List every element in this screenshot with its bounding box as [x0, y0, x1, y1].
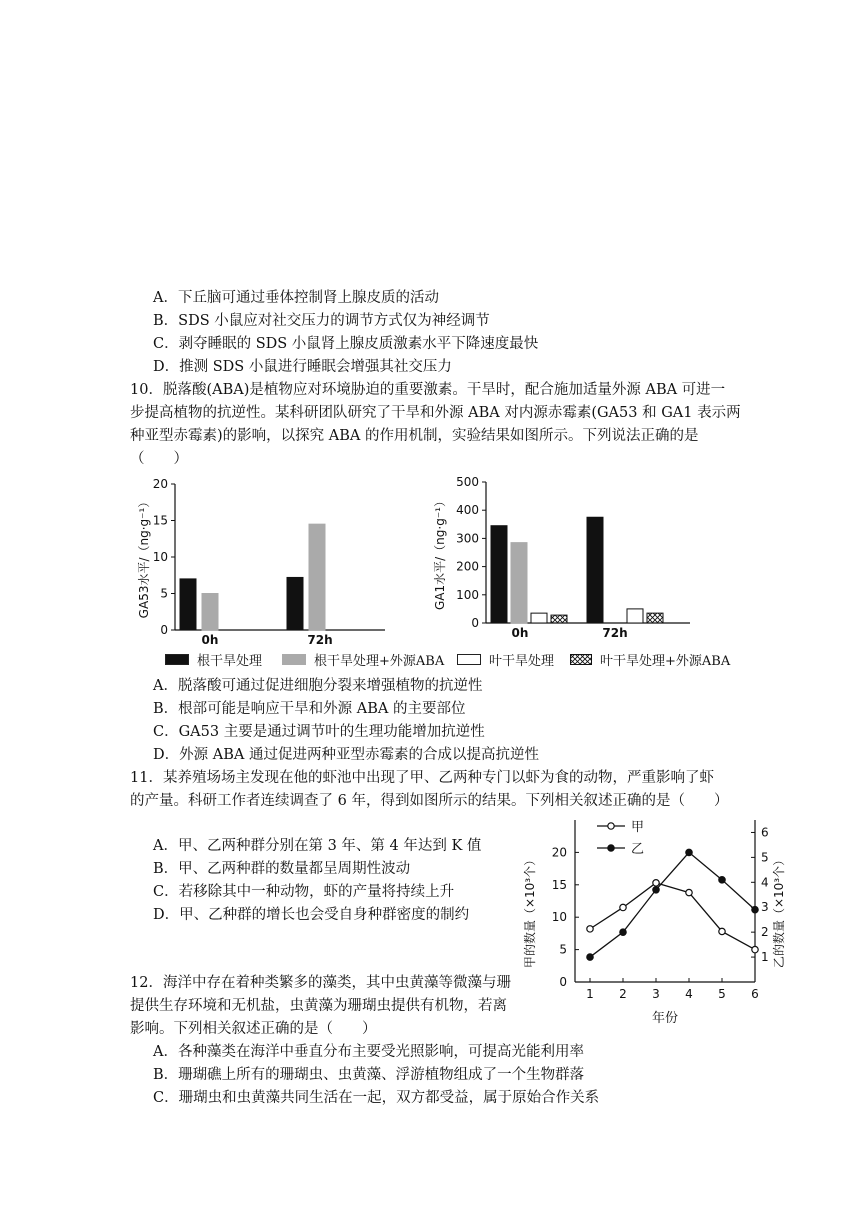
x-tick-label: 0h: [201, 633, 219, 647]
y-tick-label: 100: [456, 587, 479, 602]
bar: [491, 526, 507, 623]
right-y-tick-label: 3: [761, 900, 769, 915]
q9-option-b: B．SDS 小鼠应对社交压力的调节方式仅为神经调节: [153, 313, 490, 329]
legend-swatch-black: [165, 654, 189, 665]
right-y-tick-label: 5: [761, 850, 769, 865]
q11-option-b: B．甲、乙两种群的数量都呈周期性波动: [153, 861, 411, 877]
q11-stem-line-1: 11．某养殖场场主发现在他的虾池中出现了甲、乙两种专门以虾为食的动物，严重影响了虾: [130, 770, 714, 786]
y-tick-label: 400: [456, 503, 479, 518]
y-axis-title: GA53水平/（ng·g⁻¹）: [137, 495, 151, 619]
y-tick-label: 15: [152, 513, 168, 528]
bar: [627, 609, 643, 623]
bar: [647, 613, 663, 623]
x-tick-label: 1: [586, 987, 594, 1001]
x-tick-label: 72h: [602, 626, 628, 640]
q9-option-a: A．下丘脑可通过垂体控制肾上腺皮质的活动: [153, 290, 439, 306]
legend-item-leaf-drought: [457, 650, 554, 669]
x-tick-label: 4: [685, 987, 693, 1001]
data-point: [686, 889, 692, 895]
q12-option-b: B．珊瑚礁上所有的珊瑚虫、虫黄藻、浮游植物组成了一个生物群落: [153, 1067, 585, 1083]
q10-option-d: D．外源 ABA 通过促进两种亚型赤霉素的合成以提高抗逆性: [153, 747, 539, 763]
series-line-2: [590, 852, 755, 957]
data-point: [620, 929, 626, 935]
q10-option-a: A．脱落酸可通过促进细胞分裂来增强植物的抗逆性: [153, 678, 483, 694]
left-y-tick-label: 0: [559, 975, 567, 989]
left-y-tick-label: 5: [559, 942, 567, 957]
y-tick-label: 500: [456, 475, 479, 489]
bar: [531, 613, 547, 623]
legend-label: 叶干旱处理+外源ABA: [600, 654, 731, 669]
q11-option-d: D．甲、乙种群的增长也会受自身种群密度的制约: [153, 907, 470, 923]
legend-item-root-drought: [165, 650, 262, 669]
legend-marker: [608, 823, 614, 829]
q12-option-a: A．各种藻类在海洋中垂直分布主要受光照影响，可提高光能利用率: [153, 1044, 584, 1060]
legend-swatch-white: [457, 654, 481, 665]
y-tick-label: 0: [160, 623, 168, 637]
legend-marker: [608, 845, 614, 851]
q12-stem-line-2: 提供生存环境和无机盐，虫黄藻为珊瑚虫提供有机物，若离: [130, 998, 507, 1014]
y-tick-label: 300: [456, 531, 479, 546]
x-tick-label: 72h: [307, 633, 333, 647]
y-tick-label: 10: [152, 550, 168, 564]
legend-swatch-hatched: [570, 654, 592, 665]
right-y-tick-label: 4: [761, 875, 769, 890]
legend-item-leaf-drought-aba: [570, 650, 730, 669]
left-y-tick-label: 10: [551, 910, 567, 925]
bar: [202, 594, 218, 631]
q10-answer-bracket: （ ）: [130, 451, 188, 467]
q11-option-a: A．甲、乙两种群分别在第 3 年、第 4 年达到 K 值: [153, 838, 482, 854]
y-tick-label: 200: [456, 559, 479, 574]
legend-item-root-drought-aba: [282, 650, 444, 669]
data-point: [587, 926, 593, 932]
x-axis-title: 年份: [651, 1011, 679, 1026]
data-point: [686, 849, 692, 855]
x-tick-label: 0h: [511, 626, 529, 640]
data-point: [620, 904, 626, 910]
data-point: [653, 880, 659, 886]
x-tick-label: 6: [751, 987, 759, 1001]
q10-option-c: C．GA53 主要是通过调节叶的生理功能增加抗逆性: [153, 724, 485, 740]
y-tick-label: 20: [152, 477, 168, 491]
data-point: [719, 877, 725, 883]
legend-label: 甲: [631, 820, 645, 835]
x-tick-label: 2: [619, 987, 627, 1001]
q11-stem-line-2: 的产量。科研工作者连续调查了 6 年，得到如图所示的结果。下列相关叙述正确的是（ ）: [130, 793, 729, 809]
right-y-tick-label: 6: [761, 825, 769, 840]
legend-label: 叶干旱处理: [489, 654, 555, 669]
q10-stem-line-2: 步提高植物的抗逆性。某科研团队研究了干旱和外源 ABA 对内源赤霉素(GA53 和 GA1 表示两: [130, 405, 741, 421]
bar: [287, 577, 303, 630]
y-tick-label: 0: [471, 616, 479, 630]
bar: [180, 579, 196, 630]
q12-stem-line-1: 12．海洋中存在着种类繁多的藻类，其中虫黄藻等微藻与珊: [130, 975, 511, 991]
q12-stem-line-3: 影响。下列相关叙述正确的是（ ）: [130, 1021, 377, 1037]
x-tick-label: 5: [718, 987, 726, 1001]
ga1-bar-chart: [430, 470, 740, 650]
bar: [551, 615, 567, 623]
q11-option-c: C．若移除其中一种动物，虾的产量将持续上升: [153, 884, 455, 900]
left-y-axis-title: 甲的数量（×10³个）: [523, 853, 537, 969]
q9-option-d: D．推测 SDS 小鼠进行睡眠会增强其社交压力: [153, 359, 452, 375]
left-y-tick-label: 20: [551, 845, 567, 860]
bar: [309, 524, 325, 630]
x-tick-label: 3: [652, 987, 660, 1001]
right-y-tick-label: 2: [761, 925, 769, 940]
population-line-chart: [518, 812, 808, 1032]
q12-option-c: C．珊瑚虫和虫黄藻共同生活在一起，双方都受益，属于原始合作关系: [153, 1090, 600, 1106]
bar: [511, 543, 527, 623]
data-point: [752, 907, 758, 913]
legend-label: 乙: [631, 842, 645, 857]
y-axis-title: GA1水平/（ng·g⁻¹）: [433, 495, 447, 610]
legend-swatch-gray: [282, 654, 306, 665]
q10-stem-line-1: 10．脱落酸(ABA)是植物应对环境胁迫的重要激素。干旱时，配合施加适量外源 ABA 可进一: [130, 382, 726, 398]
data-point: [752, 946, 758, 952]
bar: [587, 517, 603, 623]
ga53-bar-chart: [130, 470, 450, 650]
legend-label: 根干旱处理+外源ABA: [314, 654, 445, 669]
y-tick-label: 5: [160, 586, 168, 601]
q10-option-b: B．根部可能是响应干旱和外源 ABA 的主要部位: [153, 701, 466, 717]
data-point: [719, 928, 725, 934]
q10-stem-line-3: 种亚型赤霉素)的影响，以探究 ABA 的作用机制，实验结果如图所示。下列说法正确的是: [130, 428, 699, 444]
right-y-axis-title: 乙的数量（×10³个）: [772, 853, 786, 969]
q9-option-c: C．剥夺睡眠的 SDS 小鼠肾上腺皮质激素水平下降速度最快: [153, 336, 539, 352]
left-y-tick-label: 15: [551, 877, 567, 892]
data-point: [653, 887, 659, 893]
right-y-tick-label: 1: [761, 950, 769, 965]
data-point: [587, 954, 593, 960]
series-line-1: [590, 883, 755, 950]
legend-label: 根干旱处理: [197, 654, 263, 669]
